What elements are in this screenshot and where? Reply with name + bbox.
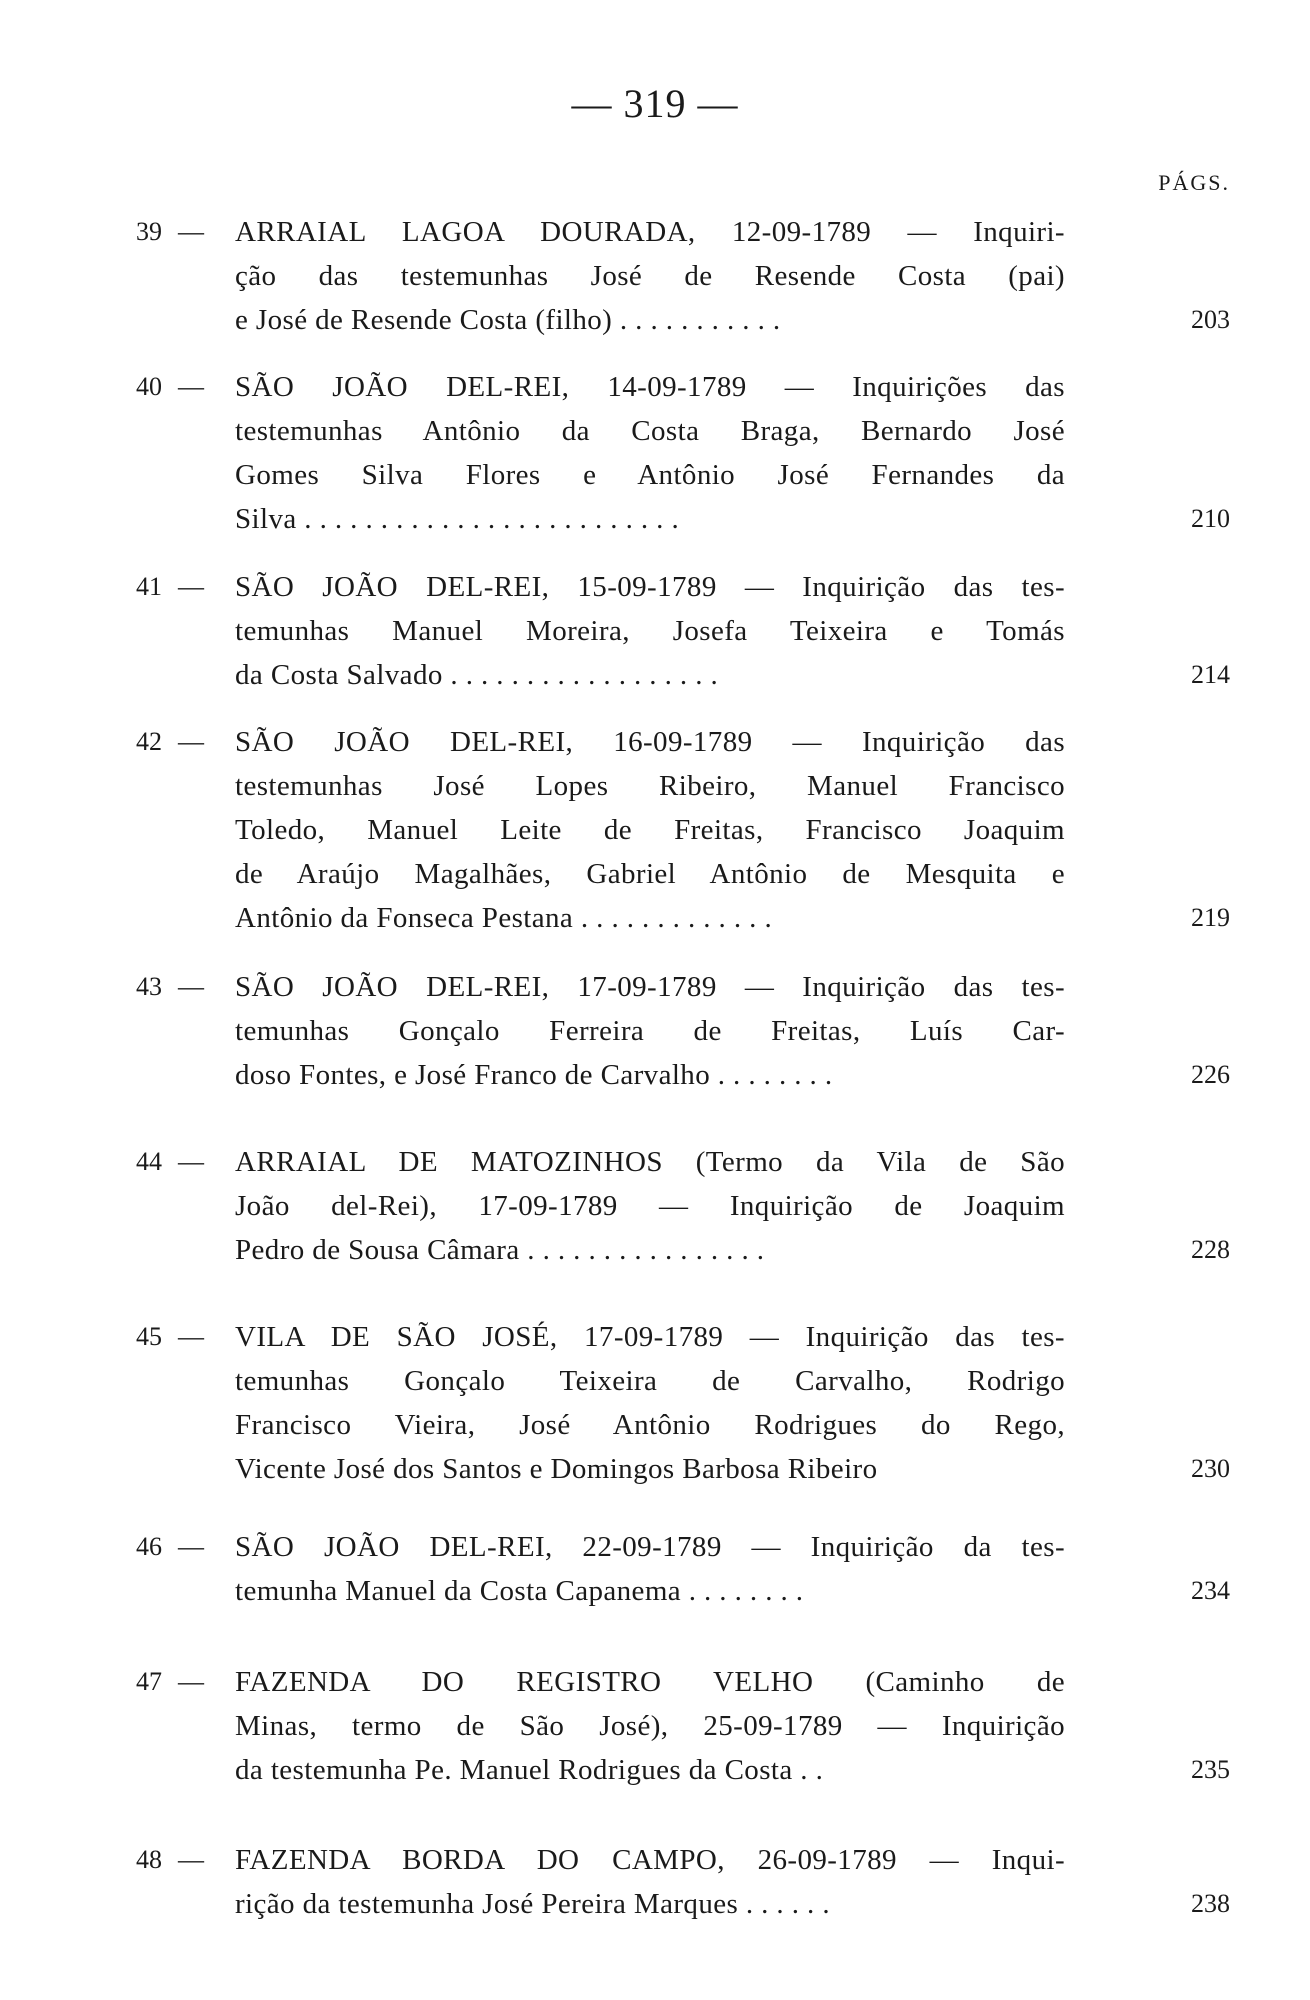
entry-text-line: Antônio da Fonseca Pestana . . . . . . . . . . . . . [235, 902, 773, 934]
entry-page-number: 230 [1191, 1454, 1230, 1483]
entry-number: 46 [136, 1532, 162, 1561]
entry-text-line: SÃO JOÃO DEL-REI, 17-09-1789 — Inquirição das tes- [235, 971, 1065, 1003]
list-item [0, 565, 1310, 697]
entry-dash: — [178, 1845, 204, 1874]
entry-text-line: Pedro de Sousa Câmara . . . . . . . . . . . . . . . . [235, 1234, 765, 1266]
entry-number: 48 [136, 1845, 162, 1874]
list-item [0, 365, 1310, 541]
entry-text-line: Gomes Silva Flores e Antônio José Fernandes da [235, 459, 1065, 491]
entry-text-line: FAZENDA BORDA DO CAMPO, 26-09-1789 — Inqui- [235, 1844, 1065, 1876]
entry-page-number: 228 [1191, 1235, 1230, 1264]
entry-number: 43 [136, 972, 162, 1001]
entry-dash: — [178, 1667, 204, 1696]
entry-text-line: Toledo, Manuel Leite de Freitas, Francisco Joaquim [235, 814, 1065, 846]
entry-dash: — [178, 727, 204, 756]
entry-text-line: FAZENDA DO REGISTRO VELHO (Caminho de [235, 1666, 1065, 1698]
entry-text-line: Minas, termo de São José), 25-09-1789 — Inquirição [235, 1710, 1065, 1742]
entry-text-line: SÃO JOÃO DEL-REI, 22-09-1789 — Inquirição da tes- [235, 1531, 1065, 1563]
entry-text-line: Vicente José dos Santos e Domingos Barbosa Ribeiro [235, 1453, 878, 1485]
entry-text-line: temunhas Gonçalo Teixeira de Carvalho, Rodrigo [235, 1365, 1065, 1397]
entry-text-line: Silva . . . . . . . . . . . . . . . . . . . . . . . . . [235, 503, 680, 535]
entry-number: 40 [136, 372, 162, 401]
list-item [0, 210, 1310, 342]
entry-text-line: rição da testemunha José Pereira Marques . . . . . . [235, 1888, 830, 1920]
entry-page-number: 214 [1191, 660, 1230, 689]
entry-text-line: ARRAIAL DE MATOZINHOS (Termo da Vila de São [235, 1146, 1065, 1178]
entry-number: 45 [136, 1322, 162, 1351]
list-item [0, 720, 1310, 940]
entry-page-number: 203 [1191, 305, 1230, 334]
entry-dash: — [178, 372, 204, 401]
entry-text-line: doso Fontes, e José Franco de Carvalho . . . . . . . . [235, 1059, 833, 1091]
entry-dash: — [178, 972, 204, 1001]
entry-page-number: 210 [1191, 504, 1230, 533]
entry-number: 42 [136, 727, 162, 756]
entry-text-line: de Araújo Magalhães, Gabriel Antônio de Mesquita e [235, 858, 1065, 890]
entry-text-line: da Costa Salvado . . . . . . . . . . . . . . . . . . [235, 659, 719, 691]
entry-page-number: 219 [1191, 903, 1230, 932]
entry-text-line: ARRAIAL LAGOA DOURADA, 12-09-1789 — Inquiri- [235, 216, 1065, 248]
page-number: — 319 — [571, 81, 739, 126]
entry-text-line: testemunhas Antônio da Costa Braga, Bernardo José [235, 415, 1065, 447]
entry-number: 47 [136, 1667, 162, 1696]
entry-text-line: ção das testemunhas José de Resende Costa (pai) [235, 260, 1065, 292]
entry-text-line: e José de Resende Costa (filho) . . . . . . . . . . . [235, 304, 781, 336]
entry-text-line: temunha Manuel da Costa Capanema . . . . . . . . [235, 1575, 804, 1607]
entry-text-line: da testemunha Pe. Manuel Rodrigues da Costa . . [235, 1754, 824, 1786]
entry-page-number: 226 [1191, 1060, 1230, 1089]
entry-dash: — [178, 1147, 204, 1176]
list-item [0, 1525, 1310, 1613]
entry-dash: — [178, 572, 204, 601]
entry-text-line: SÃO JOÃO DEL-REI, 15-09-1789 — Inquirição das tes- [235, 571, 1065, 603]
pages-column-header: PÁGS. [1158, 170, 1230, 195]
entry-page-number: 238 [1191, 1889, 1230, 1918]
entry-number: 44 [136, 1147, 162, 1176]
entry-text-line: temunhas Gonçalo Ferreira de Freitas, Luís Car- [235, 1015, 1065, 1047]
entry-text-line: Francisco Vieira, José Antônio Rodrigues do Rego, [235, 1409, 1065, 1441]
list-item [0, 1140, 1310, 1272]
entry-number: 41 [136, 572, 162, 601]
entry-text-line: testemunhas José Lopes Ribeiro, Manuel Francisco [235, 770, 1065, 802]
list-item [0, 965, 1310, 1097]
entry-text-line: SÃO JOÃO DEL-REI, 14-09-1789 — Inquirições das [235, 371, 1065, 403]
list-item [0, 1838, 1310, 1926]
entry-text-line: João del-Rei), 17-09-1789 — Inquirição de Joaquim [235, 1190, 1065, 1222]
entry-number: 39 [136, 217, 162, 246]
entry-text-line: VILA DE SÃO JOSÉ, 17-09-1789 — Inquirição das tes- [235, 1321, 1065, 1353]
entry-page-number: 234 [1191, 1576, 1230, 1605]
list-item [0, 1660, 1310, 1792]
list-item [0, 1315, 1310, 1491]
entry-text-line: temunhas Manuel Moreira, Josefa Teixeira e Tomás [235, 615, 1065, 647]
entry-dash: — [178, 217, 204, 246]
entry-page-number: 235 [1191, 1755, 1230, 1784]
entry-dash: — [178, 1322, 204, 1351]
entry-text-line: SÃO JOÃO DEL-REI, 16-09-1789 — Inquirição das [235, 726, 1065, 758]
entry-dash: — [178, 1532, 204, 1561]
